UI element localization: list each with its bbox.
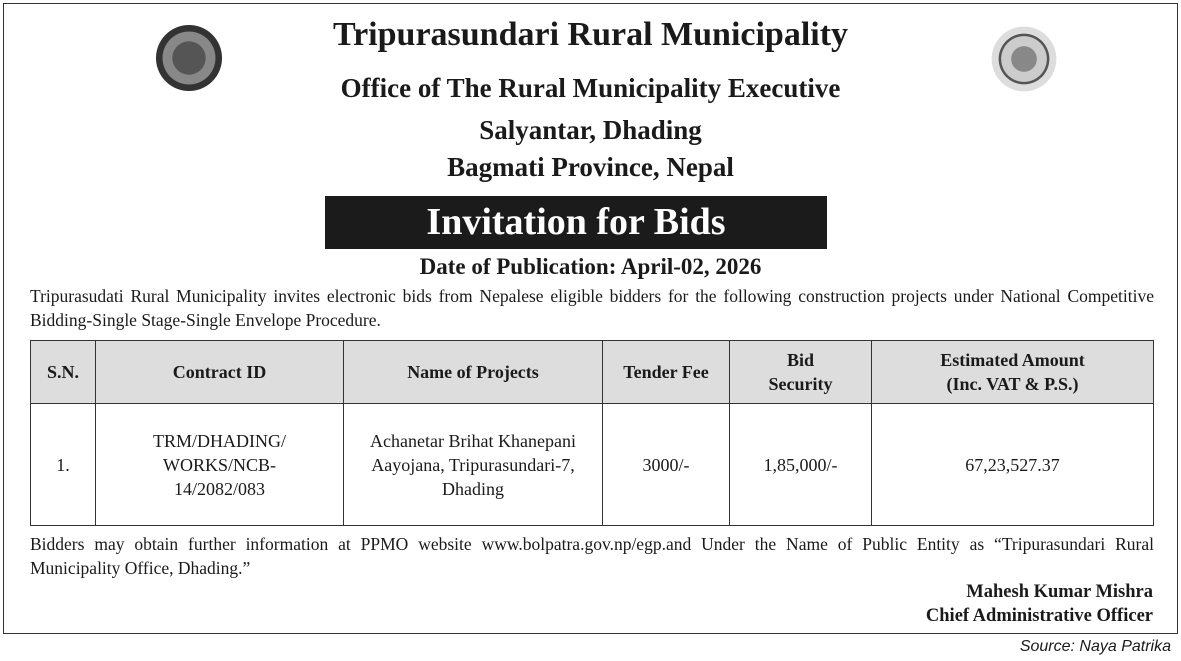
cell-contract-id: TRM/DHADING/ WORKS/NCB- 14/2082/083 <box>96 404 344 526</box>
cell-tender-fee: 3000/- <box>603 404 730 526</box>
footer-paragraph: Bidders may obtain further information at PPMO website www.bolpatra.gov.np/egp.and Under the Name of Public Entity as “Tripurasundari Rural Municipality Office, Dhading.” <box>30 534 1154 578</box>
intro-paragraph: Tripurasudati Rural Municipality invites electronic bids from Nepalese eligible bidders for the following construction projects under National Competitive Bidding-Single Stage-Single Envelope Procedure. <box>30 286 1154 330</box>
municipality-title: Tripurasundari Rural Municipality <box>332 16 849 53</box>
signatory-title: Chief Administrative Officer <box>925 606 1153 626</box>
header-project-name: Name of Projects <box>344 341 603 404</box>
province: Bagmati Province, Nepal <box>447 152 734 182</box>
table-row <box>31 404 1154 526</box>
source-credit: Source: Naya Patrika <box>1019 638 1171 655</box>
invitation-banner: Invitation for Bids <box>325 196 827 249</box>
header-tender-fee: Tender Fee <box>603 341 730 404</box>
location: Salyantar, Dhading <box>479 115 702 145</box>
header-estimated-amount: Estimated Amount (Inc. VAT & P.S.) <box>872 341 1154 404</box>
header-sn: S.N. <box>31 341 96 404</box>
table-header-row <box>31 341 1154 404</box>
cell-sn: 1. <box>31 404 96 526</box>
header-contract-id: Contract ID <box>96 341 344 404</box>
header-bid-security: Bid Security <box>730 341 872 404</box>
cell-project-name: Achanetar Brihat Khanepani Aayojana, Tripurasundari-7, Dhading <box>344 404 603 526</box>
bids-table <box>30 340 1154 526</box>
cell-estimated-amount: 67,23,527.37 <box>872 404 1154 526</box>
signatory-name: Mahesh Kumar Mishra <box>966 582 1153 602</box>
cell-bid-security: 1,85,000/- <box>730 404 872 526</box>
publication-date: Date of Publication: April-02, 2026 <box>419 254 762 279</box>
office-name: Office of The Rural Municipality Executive <box>340 73 841 103</box>
